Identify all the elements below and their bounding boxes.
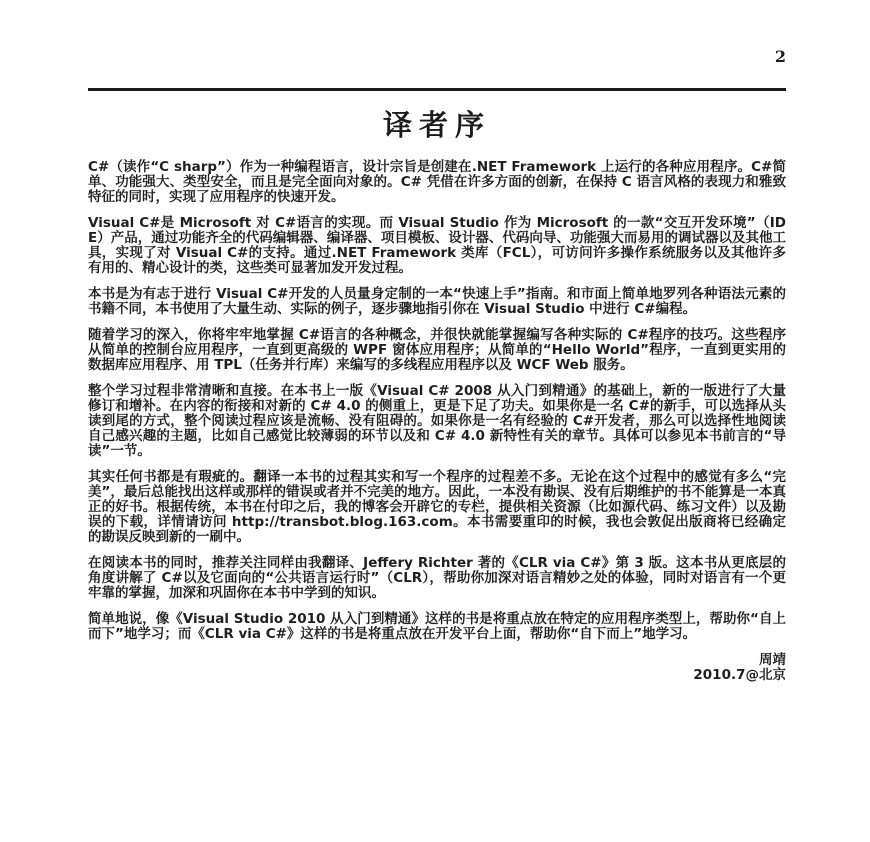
paragraph: 整个学习过程非常清晰和直接。在本书上一版《Visual C# 2008 从入门到精通》的基础上，新的一版进行了大量修订和增补。在内容的衔接和对新的 C# 4.0 的侧重上，更是下足了功夫。如果你是一名 C#的新手，可以选择从头读到尾的方式，整个阅读过程应该是流畅、没有阻碍的。如果你是一名有经验的 C#开发者，那么可以选择性地阅读自己感兴趣的主题，比如自己感觉比较薄弱的环节以及和 C# 4.0 新特性有关的章节。具体可以参见本书前言的“导读”一节。 [88, 383, 786, 459]
paragraph: 其实任何书都是有瑕疵的。翻译一本书的过程其实和写一个程序的过程差不多。无论在这个过程中的感觉有多么“完美”，最后总能找出这样或那样的错误或者并不完美的地方。因此，一本没有勘误、没有后期维护的书不能算是一本真正的好书。根据传统，本书在付印之后，我的博客会开辟它的专栏，提供相关资源（比如源代码、练习文件）以及勘误的下载，详情请访问 http://transbot.blog.163.com。本书需要重印的时候，我也会敦促出版商将已经确定的勘误反映到新的一刷中。 [88, 469, 786, 545]
paragraph: 简单地说，像《Visual Studio 2010 从入门到精通》这样的书是将重点放在特定的应用程序类型上，帮助你“自上而下”地学习；而《CLR via C#》这样的书是将重点放在开发平台上面，帮助你“自下而上”地学习。 [88, 611, 786, 642]
page-number: 2 [774, 47, 786, 66]
paragraph: C#（读作“C sharp”）作为一种编程语言，设计宗旨是创建在.NET Framework 上运行的各种应用程序。C#简单、功能强大、类型安全，而且是完全面向对象的。C# 凭借在许多方面的创新，在保持 C 语言风格的表现力和雅致特征的同时，实现了应用程序的快速开发。 [88, 159, 786, 205]
signature-block [88, 653, 786, 683]
paragraph: 在阅读本书的同时，推荐关注同样由我翻译、Jeffery Richter 著的《CLR via C#》第 3 版。这本书从更底层的角度讲解了 C#以及它面向的“公共语言运行时”（CLR），帮助你加深对语言精妙之处的体验，同时对语言有一个更牢靠的掌握，加深和巩固你在本书中学到的知识。 [88, 555, 786, 601]
paragraph: Visual C#是 Microsoft 对 C#语言的实现。而 Visual Studio 作为 Microsoft 的一款“交互开发环境”（IDE）产品，通过功能齐全的代码编辑器、编译器、项目模板、设计器、代码向导、功能强大而易用的调试器以及其他工具，实现了对 Visual C#的支持。通过.NET Framework 类库（FCL），可访问许多操作系统服务以及其他许多有用的、精心设计的类，这些类可显著加发开发过程。 [88, 215, 786, 276]
preface-body [88, 160, 786, 683]
paragraph: 随着学习的深入，你将牢牢地掌握 C#语言的各种概念，并很快就能掌握编写各种实际的 C#程序的技巧。这些程序从简单的控制台应用程序，一直到更高级的 WPF 窗体应用程序；从简单的“Hello World”程序，一直到更实用的数据库应用程序、用 TPL（任务并行库）来编写的多线程应用程序以及 WCF Web 服务。 [88, 327, 786, 373]
header-rule [88, 88, 786, 91]
paragraph: 本书是为有志于进行 Visual C#开发的人员量身定制的一本“快速上手”指南。和市面上简单地罗列各种语法元素的书籍不同，本书使用了大量生动、实际的例子，逐步骤地指引你在 Visual Studio 中进行 C#编程。 [88, 286, 786, 317]
signature-name: 周靖 [759, 652, 786, 668]
page-title: 译者序 [382, 108, 491, 142]
signature-date-location: 2010.7@北京 [693, 667, 786, 683]
